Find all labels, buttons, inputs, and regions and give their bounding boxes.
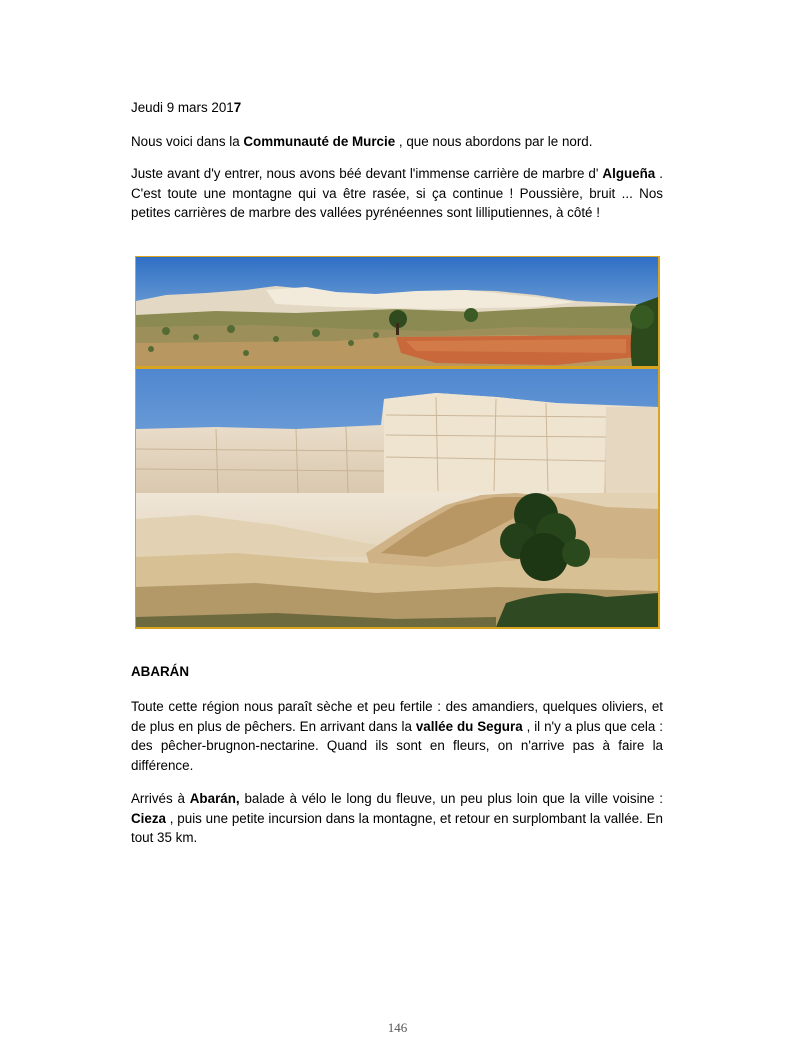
quarry-photos	[136, 257, 658, 627]
date-last-digit: 7	[233, 100, 242, 115]
quarry-photo-montage	[135, 256, 660, 629]
paragraph-region	[131, 697, 663, 775]
place-segura-valley: vallée du Segura	[415, 718, 523, 734]
section-heading-abaran: ABARÁN	[131, 664, 190, 679]
photo-divider	[136, 366, 658, 369]
place-abaran: Abarán,	[189, 791, 240, 806]
para4-text-a: Arrivés à	[131, 791, 190, 806]
date-text: Jeudi 9 mars 201	[131, 100, 234, 115]
place-murcie: Communauté de Murcie	[243, 134, 396, 149]
para2-text-b: . C'est toute une montagne qui va être rasée, si ça continue ! Poussière, bruit ... Nos petites carrières de marbre des vallées pyrénéennes sont lilliputiennes, à côté !	[131, 166, 663, 221]
paragraph-quarry	[131, 164, 663, 223]
place-cieza: Cieza	[131, 810, 166, 826]
para1-text-a: Nous voici dans la	[131, 134, 244, 149]
para1-text-b: , que nous abordons par le nord.	[395, 134, 593, 149]
para4-text-c: , puis une petite incursion dans la montagne, et retour en surplombant la vallée. En tout 35 km.	[131, 810, 663, 846]
para2-text-a: Juste avant d'y entrer, nous avons béé devant l'immense carrière de marbre d'	[131, 166, 603, 181]
paragraph-intro	[131, 132, 663, 152]
para3-text-a: Toute cette région nous paraît sèche et peu fertile : des amandiers, quelques oliviers, et de plus en plus de pêchers. En arrivant dans la	[131, 699, 663, 734]
para4-text-b: balade à vélo le long du fleuve, un peu plus loin que la ville voisine :	[239, 791, 663, 806]
place-alguena: Algueña	[602, 166, 656, 181]
quarry-photo	[136, 369, 658, 627]
para3-text-b: , il n'y a plus que cela : des pêcher-brugnon-nectarine. Quand ils sont en fleurs, on n'arrive pas à faire la différence.	[131, 718, 663, 773]
paragraph-ride	[131, 789, 663, 848]
panorama-photo	[136, 257, 658, 366]
date-line	[131, 98, 663, 118]
page-number: 146	[387, 1020, 408, 1035]
